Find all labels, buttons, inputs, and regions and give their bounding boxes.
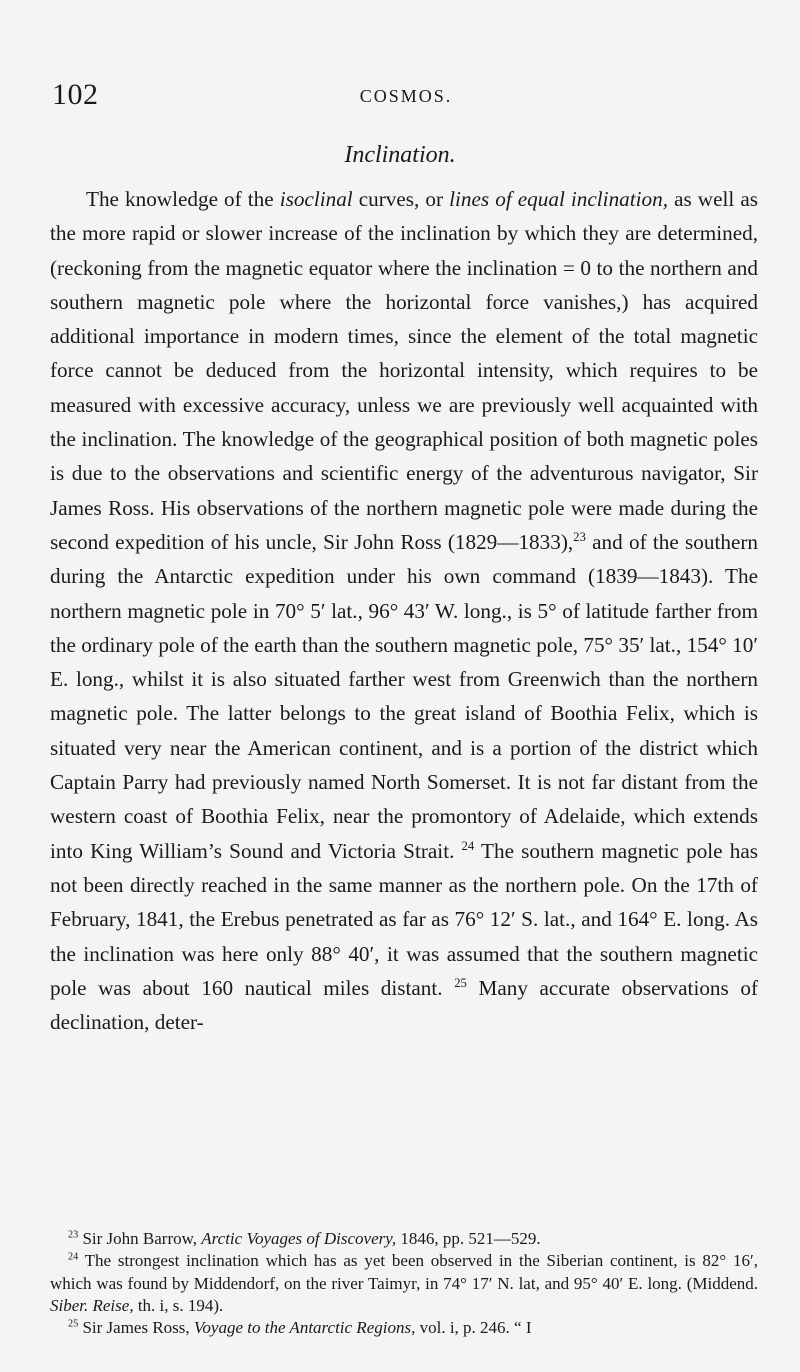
footnote-25 [50, 1317, 758, 1339]
footnote-number: 23 [68, 1229, 79, 1241]
body-text-run: The knowledge of the [86, 187, 280, 211]
section-title: Inclination. [344, 142, 456, 168]
footnote-23 [50, 1228, 758, 1250]
footnote-text: Sir James Ross, [78, 1318, 194, 1338]
body-italic-term: isoclinal [279, 187, 353, 211]
page-header [52, 78, 760, 118]
body-text-run: and of the southern during the Antarctic expedition under his own command (1839—1843). The northern magnetic pole in 70° 5′ lat., 96° 43′ W. long., is 5° of latitude farther from the ordinary pole of the earth than the southern magnetic pole, 75° 35′ lat., 154° 10′ E. long., whilst it is also situated farther west from Greenwich than the northern magnetic pole. The latter belongs to the great island of Boothia Felix, which is situated very near the American continent, and is a portion of the district which Captain Parry had previously named North Somerset. It is not far distant from the western coast of Boothia Felix, near the promontory of Adelaide, which extends into King William’s Sound and Victoria Strait. [50, 529, 758, 863]
body-text-run: The southern magnetic pole has not been directly reached in the same manner as the northern pole. On the 17th of February, 1841, the Erebus penetrated as far as 76° 12′ S. lat., and 164° E. long. As the inclination was here only 88° 40′, it was assumed that the southern magnetic pole was about 160 nautical miles distant. [50, 838, 758, 1000]
main-paragraph [50, 182, 758, 1039]
footnote-title: Voyage to the Antarctic Regions, [193, 1318, 416, 1338]
footnote-text: th. i, s. 194). [133, 1295, 224, 1315]
footnote-ref-23[interactable]: 23 [573, 529, 586, 544]
footnote-text: The strongest inclination which has as yet been observed in the Siberian continent, is 82° 16′, which was found by Middendorf, on the river Taimyr, in 74° 17′ N. lat, and 95° 40′ E. long. (Middend. [50, 1251, 758, 1293]
footnote-text: Sir John Barrow, [78, 1229, 202, 1248]
footnote-ref-25[interactable]: 25 [454, 975, 467, 990]
body-text-run: Many accurate observations of declination, deter- [50, 975, 759, 1035]
footnote-text: 1846, pp. 521—529. [396, 1229, 541, 1248]
footnote-title: Siber. Reise, [50, 1295, 134, 1315]
footnote-24 [50, 1250, 758, 1317]
footnotes [50, 1228, 758, 1339]
footnote-number: 24 [68, 1251, 79, 1263]
page-number: 102 [52, 78, 99, 111]
running-title: COSMOS. [359, 86, 453, 106]
footnote-number: 25 [68, 1318, 79, 1330]
footnote-title: Arctic Voyages of Discovery, [201, 1229, 397, 1248]
body-text-run: as well as the more rapid or slower increase of the inclination by which they are determined, (reckoning from the magnetic equator where the inclination = 0 to the northern and southern magnetic pole where the horizontal force vanishes,) has acquired additional importance in modern times, since the element of the total magnetic force cannot be deduced from the horizontal intensity, which requires to be measured with excessive accuracy, unless we are previously well acquainted with the inclination. The knowledge of the geographical position of both magnetic poles is due to the observations and scientific energy of the adventurous navigator, Sir James Ross. His observations of the northern magnetic pole were made during the second expedition of his uncle, Sir John Ross (1829—1833), [50, 187, 758, 554]
footnote-ref-24[interactable]: 24 [461, 838, 475, 853]
footnote-text: vol. i, p. 246. “ I [415, 1318, 532, 1338]
body-italic-term: lines of equal inclination, [449, 187, 669, 211]
body-text-run: curves, or [352, 187, 450, 211]
